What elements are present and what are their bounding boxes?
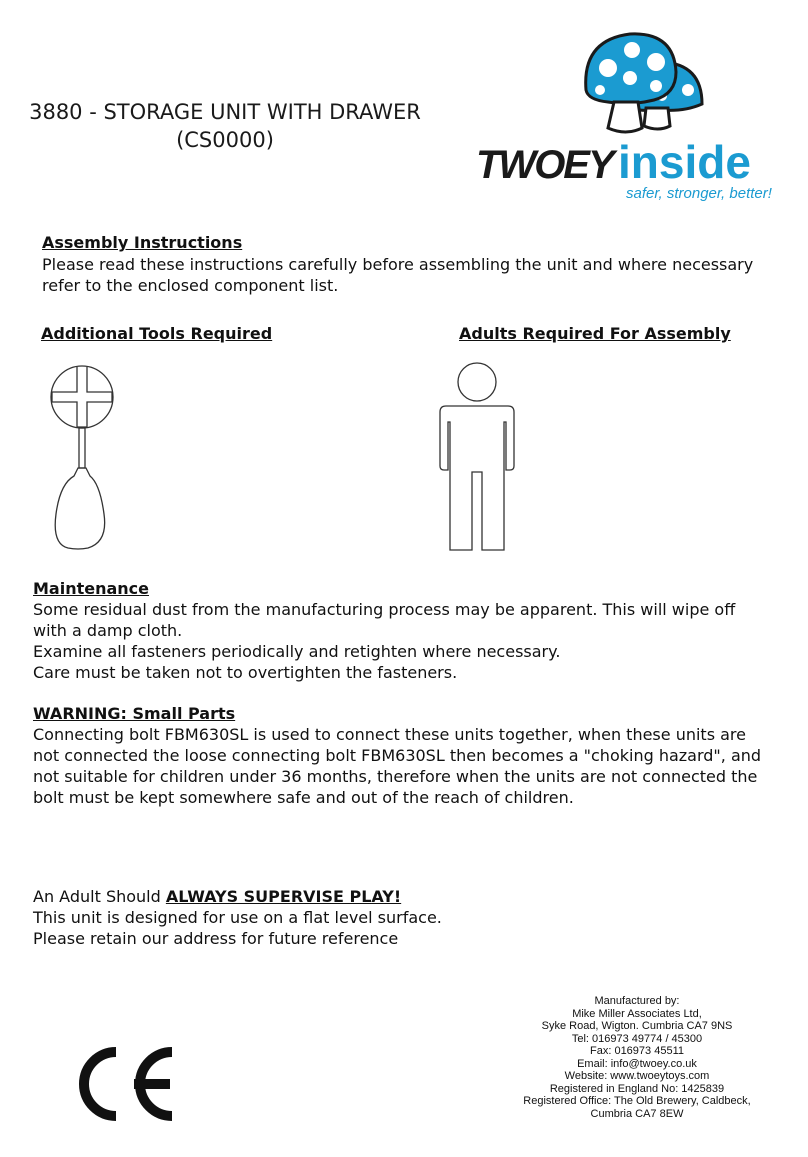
title-line-2: (CS0000): [176, 128, 274, 152]
address-line: Syke Road, Wigton. Cumbria CA7 9NS: [541, 1020, 733, 1032]
person-icon: [436, 362, 518, 556]
warning-line: not suitable for children under 36 months, therefore when the units are not connected the: [33, 767, 758, 786]
assembly-line-1: Please read these instructions carefully before assembling the unit and where necessary: [42, 255, 754, 274]
address-line: Website: www.twoeytoys.com: [564, 1070, 710, 1082]
title-line-1: 3880 - STORAGE UNIT WITH DRAWER: [29, 100, 421, 124]
screwdriver-icon: [48, 364, 124, 556]
maintenance-text: [33, 599, 793, 683]
address-line: Registered in England No: 1425839: [549, 1082, 725, 1095]
supervise-emphasis: ALWAYS SUPERVISE PLAY!: [165, 887, 402, 906]
assembly-heading: Assembly Instructions: [42, 233, 243, 252]
maintenance-line: with a damp cloth.: [33, 621, 183, 640]
mushroom-icon: [586, 34, 702, 132]
address-line: Cumbria CA7 8EW: [590, 1107, 684, 1120]
maintenance-line: Examine all fasteners periodically and retighten where necessary.: [33, 642, 561, 661]
supervise-text: [33, 886, 633, 949]
manufacturer-address: [502, 995, 772, 1120]
assembly-text: [42, 254, 782, 296]
warning-line: not connected the loose connecting bolt FBM630SL then becomes a "choking hazard", and: [33, 746, 762, 765]
tools-heading: Additional Tools Required: [41, 324, 273, 343]
warning-line: Connecting bolt FBM630SL is used to connect these units together, when these units are: [33, 725, 746, 744]
document-title: [0, 98, 450, 154]
warning-heading: WARNING: Small Parts: [33, 704, 236, 723]
logo-word: inside: [618, 136, 751, 188]
address-line: Email: info@twoey.co.uk: [577, 1057, 697, 1070]
address-line: Mike Miller Associates Ltd,: [572, 1007, 702, 1020]
address-line: Manufactured by:: [594, 995, 680, 1007]
supervise-line-1: [33, 886, 633, 907]
supervise-line-3: Please retain our address for future reference: [33, 929, 399, 948]
ce-mark-icon: [68, 1046, 176, 1122]
warning-line: bolt must be kept somewhere safe and out of the reach of children.: [33, 788, 574, 807]
logo-tagline: safer, stronger, better!: [626, 185, 772, 202]
logo-brand: TWOEY: [476, 143, 613, 187]
address-line: Tel: 016973 49774 / 45300: [571, 1032, 703, 1045]
assembly-line-2: refer to the enclosed component list.: [42, 276, 339, 295]
maintenance-line: Some residual dust from the manufacturing process may be apparent. This will wipe off: [33, 600, 736, 619]
adults-heading: Adults Required For Assembly: [459, 324, 731, 343]
warning-text: [33, 724, 798, 808]
address-line: Fax: 016973 45511: [590, 1045, 684, 1057]
twoey-inside-logo: [470, 28, 790, 208]
supervise-prefix: An Adult Should: [33, 887, 166, 906]
supervise-line-2: This unit is designed for use on a flat level surface.: [33, 908, 442, 927]
address-line: Registered Office: The Old Brewery, Caldbeck,: [523, 1095, 751, 1107]
maintenance-line: Care must be taken not to overtighten the fasteners.: [33, 663, 458, 682]
maintenance-heading: Maintenance: [33, 579, 150, 598]
